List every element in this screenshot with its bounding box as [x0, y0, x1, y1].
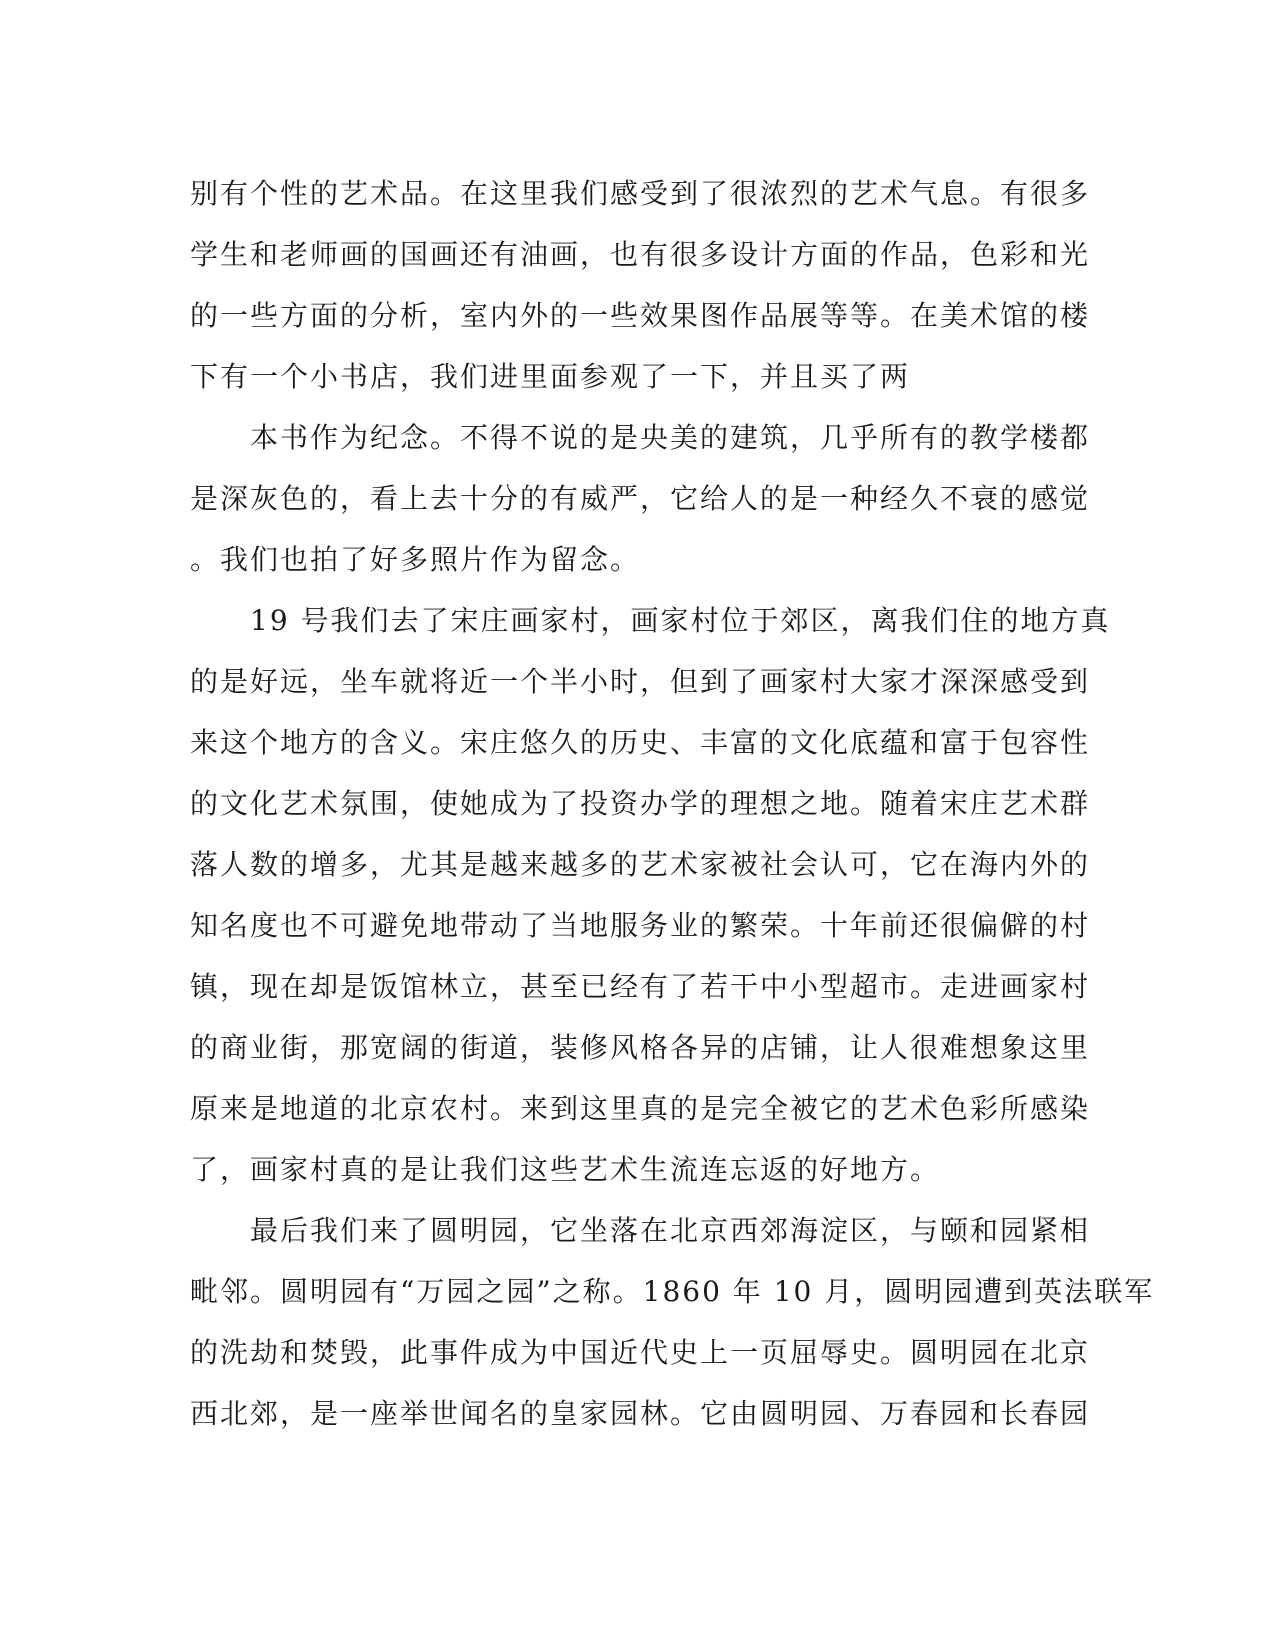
text-line: 。我们也拍了好多照片作为留念。 — [190, 543, 641, 576]
text-line: 镇，现在却是饭馆林立，甚至已经有了若干中小型超市。走进画家村 — [190, 970, 1091, 1003]
text-line: 落人数的增多，尤其是越来越多的艺术家被社会认可，它在海内外的 — [190, 848, 1091, 881]
text-line: 的是好远，坐车就将近一个半小时，但到了画家村大家才深深感受到 — [190, 665, 1091, 698]
text-line: 学生和老师画的国画还有油画，也有很多设计方面的作品，色彩和光 — [190, 238, 1091, 271]
paragraph-first-line: 最后我们来了圆明园，它坐落在北京西郊海淀区，与颐和园紧相 — [250, 1214, 1091, 1247]
paragraph-first-line: 本书作为纪念。不得不说的是央美的建筑，几乎所有的教学楼都 — [250, 421, 1091, 454]
text-line: 原来是地道的北京农村。来到这里真的是完全被它的艺术色彩所感染 — [190, 1092, 1091, 1125]
paragraph-first-line: 19 号我们去了宋庄画家村，画家村位于郊区，离我们住的地方真 — [250, 604, 1111, 637]
text-line: 知名度也不可避免地带动了当地服务业的繁荣。十年前还很偏僻的村 — [190, 909, 1091, 942]
text-line: 的洗劫和焚毁，此事件成为中国近代史上一页屈辱史。圆明园在北京 — [190, 1336, 1091, 1369]
text-line: 别有个性的艺术品。在这里我们感受到了很浓烈的艺术气息。有很多 — [190, 177, 1091, 210]
text-line: 是深灰色的，看上去十分的有威严，它给人的是一种经久不衰的感觉 — [190, 482, 1091, 515]
text-line: 毗邻。圆明园有“万园之园”之称。1860 年 10 月，圆明园遭到英法联军 — [190, 1275, 1155, 1308]
text-line: 来这个地方的含义。宋庄悠久的历史、丰富的文化底蕴和富于包容性 — [190, 726, 1091, 759]
text-line: 西北郊，是一座举世闻名的皇家园林。它由圆明园、万春园和长春园 — [190, 1397, 1091, 1430]
text-line: 的一些方面的分析，室内外的一些效果图作品展等等。在美术馆的楼 — [190, 299, 1091, 332]
text-line: 下有一个小书店，我们进里面参观了一下，并且买了两 — [190, 360, 911, 393]
body-text — [190, 163, 1155, 1444]
text-line: 的商业街，那宽阔的街道，装修风格各异的店铺，让人很难想象这里 — [190, 1031, 1091, 1064]
text-line: 了，画家村真的是让我们这些艺术生流连忘返的好地方。 — [190, 1153, 941, 1186]
text-line: 的文化艺术氛围，使她成为了投资办学的理想之地。随着宋庄艺术群 — [190, 787, 1091, 820]
